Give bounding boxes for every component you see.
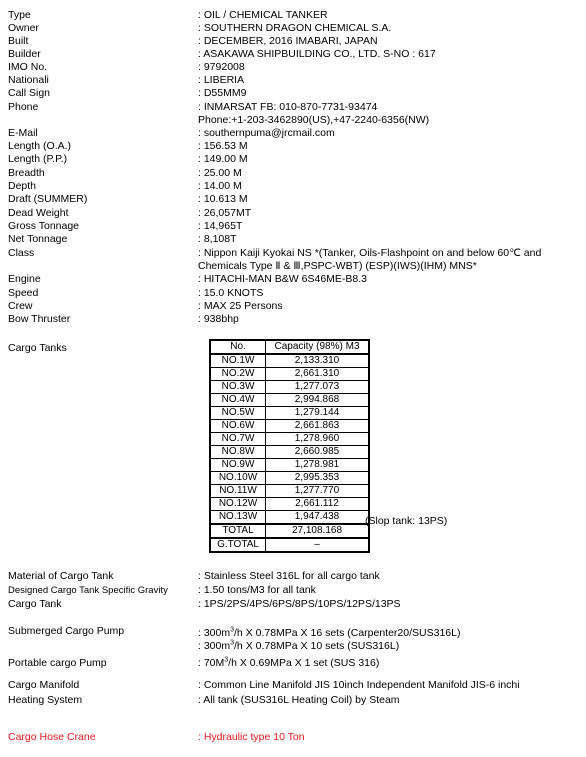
spec-value: : HITACHI-MAN B&W 6S46ME-B8.3 — [198, 273, 368, 285]
tank-no-cell: NO.4W — [210, 394, 266, 407]
spec-label: Owner — [8, 22, 39, 34]
spec-value: Chemicals Type Ⅱ & Ⅲ,PSPC-WBT) (ESP)(IWS)(IHM) MNS* — [198, 260, 477, 272]
spec-value: : 156.53 M — [198, 140, 248, 152]
tank-capacity-cell: 2,661.112 — [266, 498, 370, 511]
tank-no-cell: NO.10W — [210, 472, 266, 485]
table-row — [210, 368, 369, 381]
spec-value: : 26,057MT — [198, 207, 252, 219]
spec-label: Speed — [8, 287, 39, 299]
material-value: : Stainless Steel 316L for all cargo tank — [198, 570, 380, 582]
tank-no-cell: NO.7W — [210, 433, 266, 446]
tank-capacity-cell: 2,661.310 — [266, 368, 370, 381]
table-row — [210, 407, 369, 420]
header-no: No. — [210, 340, 266, 354]
material-label: Material of Cargo Tank — [8, 570, 114, 582]
tank-capacity-cell: 27,108.168 — [266, 524, 370, 538]
spec-value: : MAX 25 Persons — [198, 300, 283, 312]
spec-label: Depth — [8, 180, 37, 192]
table-row — [210, 511, 369, 525]
tank-capacity-cell: 1,278.981 — [266, 459, 370, 472]
spec-label: Nationali — [8, 74, 49, 86]
spec-label: Phone — [8, 101, 39, 113]
spec-value: : southernpuma@jrcmail.com — [198, 127, 335, 139]
tank-no-cell: TOTAL — [210, 524, 266, 538]
spec-label: Engine — [8, 273, 41, 285]
spec-value: : 149.00 M — [198, 153, 248, 165]
portable-pump-value: : $70M^3/h$ X 0.69MPa X 1 set (SUS 316) — [198, 656, 380, 669]
spec-value: : 25.00 M — [198, 167, 242, 179]
spec-label: Dead Weight — [8, 207, 69, 219]
spec-label: Class — [8, 247, 35, 259]
spec-label: Net Tonnage — [8, 233, 68, 245]
tank-no-cell: G.TOTAL — [210, 538, 266, 552]
heating-system-label: Heating System — [8, 694, 83, 706]
spec-label: Length (P.P.) — [8, 153, 68, 165]
table-row — [210, 433, 369, 446]
cargo-hose-crane-value: : Hydraulic type 10 Ton — [198, 731, 305, 743]
tank-capacity-cell: 2,994.868 — [266, 394, 370, 407]
tank-no-cell: NO.5W — [210, 407, 266, 420]
spec-label: Crew — [8, 300, 33, 312]
table-header-row — [210, 340, 369, 354]
spec-label: Call Sign — [8, 87, 51, 99]
tank-no-cell: NO.3W — [210, 381, 266, 394]
tank-capacity-cell: 2,661.863 — [266, 420, 370, 433]
table-row — [210, 354, 369, 368]
tank-no-cell: NO.12W — [210, 498, 266, 511]
cargo-manifold-label: Cargo Manifold — [8, 679, 80, 691]
spec-value: : 8,108T — [198, 233, 237, 245]
table-row — [210, 420, 369, 433]
spec-value: : 9792008 — [198, 61, 245, 73]
spec-value: : 10.613 M — [198, 193, 248, 205]
tank-capacity-cell: – — [266, 538, 370, 552]
spec-value: : Nippon Kaiji Kyokai NS *(Tanker, Oils-Flashpoint on and below 60℃ and — [198, 247, 542, 259]
spec-label: Length (O.A.) — [8, 140, 72, 152]
spec-value: : 14.00 M — [198, 180, 242, 192]
spec-value: : INMARSAT FB: 010-870-7731-93474 — [198, 101, 378, 113]
tank-no-cell: NO.9W — [210, 459, 266, 472]
portable-pump-label: Portable cargo Pump — [8, 657, 107, 669]
spec-label: Built — [8, 35, 29, 47]
spec-value: : SOUTHERN DRAGON CHEMICAL S.A. — [198, 22, 392, 34]
tank-capacity-cell: 2,133.310 — [266, 354, 370, 368]
submerged-pump-line-2: : $300m^3/h$ X 0.78MPa X 10 sets (SUS316L) — [198, 639, 400, 652]
slop-tank-note: (Slop tank: 13PS) — [365, 515, 448, 527]
tank-capacity-cell: 1,277.770 — [266, 485, 370, 498]
spec-label: Builder — [8, 48, 41, 60]
tank-capacity-cell: 1,277.073 — [266, 381, 370, 394]
spec-value: Phone:+1-203-3462890(US),+47-2240-6356(NW) — [198, 114, 430, 126]
grand-total-row — [210, 538, 369, 552]
table-row — [210, 498, 369, 511]
table-row — [210, 459, 369, 472]
spec-label: Breadth — [8, 167, 45, 179]
spec-value: : DECEMBER, 2016 IMABARI, JAPAN — [198, 35, 378, 47]
submerged-pump-label: Submerged Cargo Pump — [8, 625, 125, 637]
table-row — [210, 472, 369, 485]
spec-value: : 14,965T — [198, 220, 243, 232]
spec-label: Type — [8, 9, 31, 21]
heating-system-value: : All tank (SUS316L Heating Coil) by Steam — [198, 694, 400, 706]
tank-no-cell: NO.13W — [210, 511, 266, 525]
spec-value: : OIL / CHEMICAL TANKER — [198, 9, 328, 21]
spec-value: : 15.0 KNOTS — [198, 287, 264, 299]
submerged-pump-line-1: : $300m^3/h$ X 0.78MPa X 16 sets (Carpenter20/SUS316L) — [198, 626, 461, 639]
cargo-manifold-value: : Common Line Manifold JIS 10inch Independent Manifold JIS-6 inchi — [198, 679, 520, 691]
spec-value: : 938bhp — [198, 313, 239, 325]
spec-value: : D55MM9 — [198, 87, 247, 99]
tank-capacity-cell: 2,995.353 — [266, 472, 370, 485]
cargo-tanks-label: Cargo Tanks — [8, 342, 67, 354]
gravity-value: : 1.50 tons/M3 for all tank — [198, 584, 316, 596]
spec-value: : LIBERIA — [198, 74, 245, 86]
cargo-tank-value: : 1PS/2PS/4PS/6PS/8PS/10PS/12PS/13PS — [198, 598, 401, 610]
cargo-tank-label: Cargo Tank — [8, 598, 62, 610]
tank-capacity-cell: 2,660.985 — [266, 446, 370, 459]
tank-no-cell: NO.11W — [210, 485, 266, 498]
spec-label: Gross Tonnage — [8, 220, 80, 232]
spec-label: Bow Thruster — [8, 313, 71, 325]
total-row — [210, 524, 369, 538]
spec-label: IMO No. — [8, 61, 48, 73]
table-row — [210, 394, 369, 407]
table-row — [210, 485, 369, 498]
spec-label: E-Mail — [8, 127, 38, 139]
cargo-tank-table — [209, 339, 370, 553]
header-capacity: Capacity (98%) M3 — [266, 340, 370, 354]
spec-label: Draft (SUMMER) — [8, 193, 88, 205]
tank-capacity-cell: 1,279.144 — [266, 407, 370, 420]
gravity-label: Designed Cargo Tank Specific Gravity — [8, 585, 168, 596]
spec-value: : ASAKAWA SHIPBUILDING CO., LTD. S-NO : 617 — [198, 48, 436, 60]
tank-no-cell: NO.6W — [210, 420, 266, 433]
tank-capacity-cell: 1,278.960 — [266, 433, 370, 446]
tank-capacity-cell: 1,947.438 — [266, 511, 370, 525]
tank-no-cell: NO.1W — [210, 354, 266, 368]
cargo-hose-crane-label: Cargo Hose Crane — [8, 731, 96, 743]
tank-no-cell: NO.2W — [210, 368, 266, 381]
tank-no-cell: NO.8W — [210, 446, 266, 459]
table-row — [210, 446, 369, 459]
table-row — [210, 381, 369, 394]
